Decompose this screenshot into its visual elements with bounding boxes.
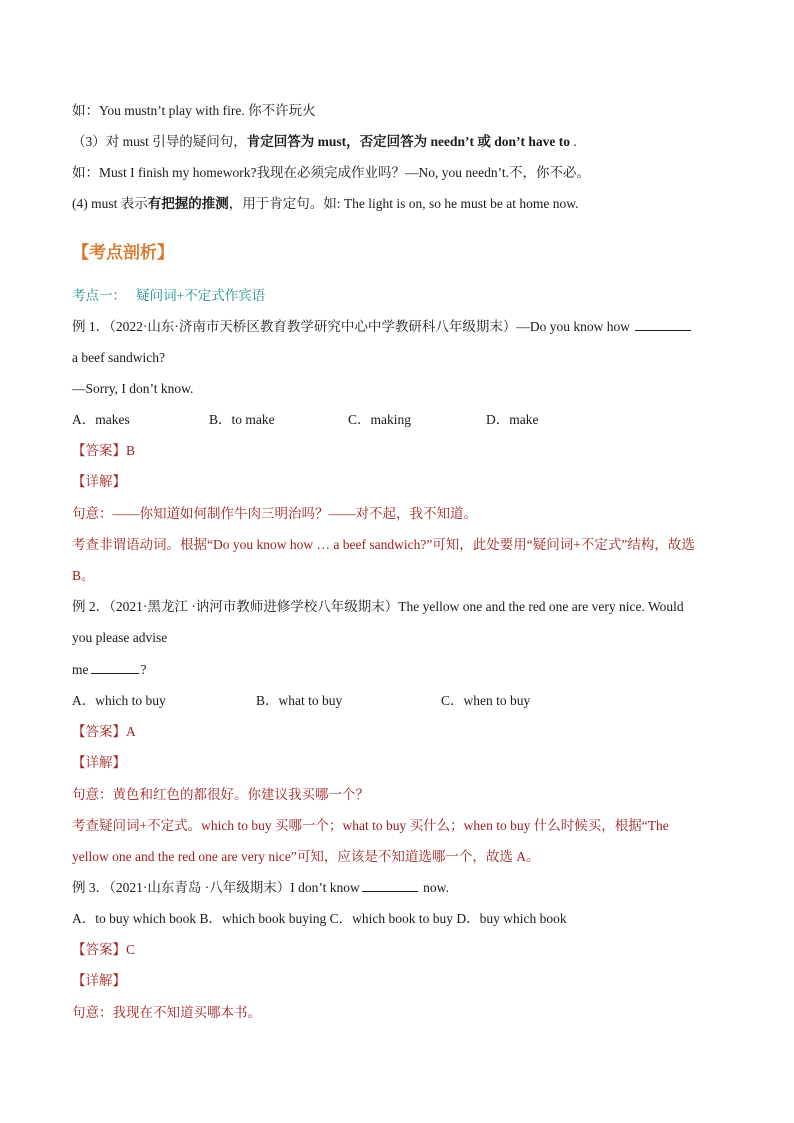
ex2-stem-blank-line <box>72 661 147 679</box>
ex3-detail-label: 【详解】 <box>72 973 126 988</box>
rule-3-bold: 肯定回答为 must，否定回答为 needn’t 或 don’t have to <box>246 134 571 149</box>
ex2-stem-cont: you please advise <box>72 630 168 645</box>
ex2-stem-end: ? <box>140 662 147 677</box>
ex1-option-b: B．to make <box>209 412 275 427</box>
ex1-option-d: D．make <box>486 412 539 427</box>
rule-4 <box>72 195 578 213</box>
ex2-analysis-1: 考查疑问词+不定式。which to buy 买哪一个；what to buy 买什么；when to buy 什么时候买，根据“The <box>72 818 669 833</box>
ex2-answer-label: 【答案】 <box>72 724 126 739</box>
ex3-answer-value: C <box>126 942 136 957</box>
example-must: 如：Must I finish my homework?我现在必须完成作业吗？—No, you needn’t.不，你不必。 <box>72 165 590 180</box>
ex1-analysis-1: 考查非谓语动词。根据“Do you know how … a beef sandwich?”可知，此处要用“疑问词+不定式”结构，故选 <box>72 537 695 552</box>
ex2-answer-value: A <box>126 724 136 739</box>
rule-4-prefix: (4) must 表示 <box>72 196 148 211</box>
kaodian-heading <box>72 287 265 305</box>
ex1-option-c: C．making <box>348 412 411 427</box>
ex3-meaning: 句意：我现在不知道买哪本书。 <box>72 1005 261 1020</box>
ex3-stem <box>72 879 449 897</box>
kaodian-topic: 疑问词+不定式作宾语 <box>136 288 266 303</box>
ex2-analysis-2: yellow one and the red one are very nice”可知，应该是不知道选哪一个，故选 A。 <box>72 849 540 864</box>
ex1-analysis-2: B。 <box>72 568 95 583</box>
ex2-stem: 例 2．（2021·黑龙江 ·讷河市教师进修学校八年级期末）The yellow one and the red one are very nice. Would <box>72 599 684 614</box>
section-title: 【考点剖析】 <box>72 243 174 262</box>
ex2-detail-label: 【详解】 <box>72 755 126 770</box>
rule-3 <box>72 133 577 151</box>
ex1-stem <box>72 318 693 336</box>
ex2-stem-me: me <box>72 662 89 677</box>
ex3-stem-end: now. <box>419 880 449 895</box>
ex1-reply: —Sorry, I don’t know. <box>72 381 194 396</box>
ex1-blank <box>635 318 691 331</box>
ex1-stem-cont: a beef sandwich? <box>72 350 165 365</box>
ex2-blank <box>91 661 139 674</box>
ex3-blank <box>362 879 418 892</box>
ex3-stem-text: 例 3．（2021·山东青岛 ·八年级期末）I don’t know <box>72 880 360 895</box>
rule-4-bold: 有把握的推测 <box>147 196 229 211</box>
ex1-answer-label: 【答案】 <box>72 443 126 458</box>
ex1-stem-text: 例 1．（2022·山东·济南市天桥区教育教学研究中心中学教研科八年级期末）—Do you know how <box>72 319 630 334</box>
ex1-detail-label: 【详解】 <box>72 474 126 489</box>
ex2-option-b: B．what to buy <box>256 693 343 708</box>
kaodian-label: 考点一： <box>72 288 126 303</box>
ex1-answer <box>72 442 135 460</box>
ex3-options: A．to buy which book B．which book buying C．which book to buy D．buy which book <box>72 911 567 926</box>
ex3-answer <box>72 941 135 959</box>
ex3-answer-label: 【答案】 <box>72 942 126 957</box>
ex2-option-c: C．when to buy <box>441 693 531 708</box>
rule-3-suffix: . <box>570 134 577 149</box>
ex2-answer <box>72 723 136 741</box>
rule-4-suffix: ，用于肯定句。如: The light is on, so he must be at home now. <box>228 196 579 211</box>
ex1-option-a: A．makes <box>72 412 130 427</box>
ex1-answer-value: B <box>126 443 136 458</box>
rule-3-prefix: （3）对 must 引导的疑问句， <box>72 134 247 149</box>
example-mustnt: 如：You mustn’t play with fire. 你不许玩火 <box>72 103 316 118</box>
ex2-option-a: A．which to buy <box>72 693 166 708</box>
ex2-meaning: 句意：黄色和红色的都很好。你建议我买哪一个？ <box>72 787 369 802</box>
ex1-meaning: 句意：——你知道如何制作牛肉三明治吗？——对不起，我不知道。 <box>72 506 477 521</box>
